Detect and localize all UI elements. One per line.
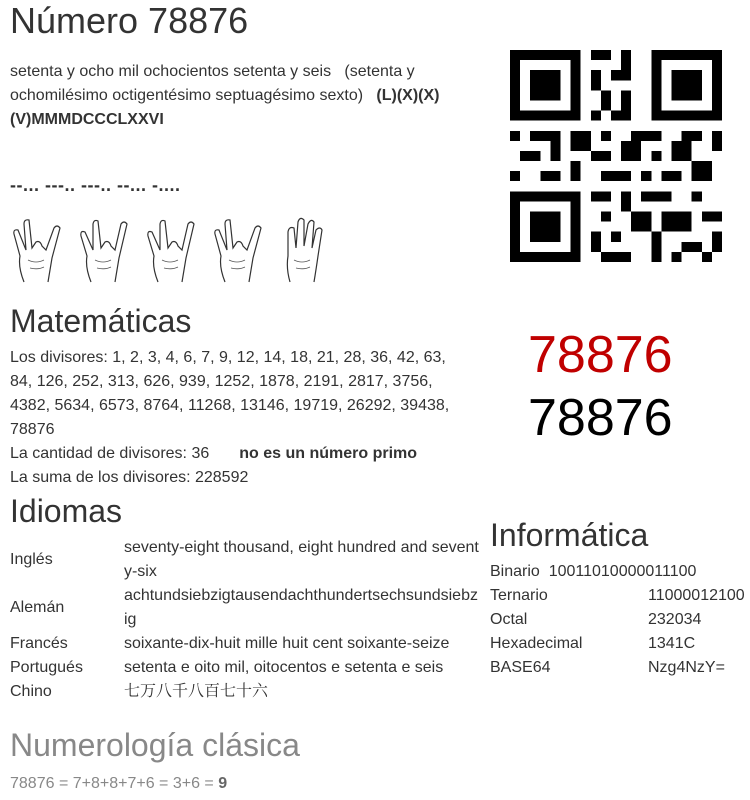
- hand-seven-icon: [211, 212, 263, 290]
- base-name: Hexadecimal: [490, 635, 583, 652]
- number-display-red: 78876: [528, 326, 673, 384]
- divisors-list: Los divisores: 1, 2, 3, 4, 6, 7, 9, 12, 14, 18, 21, 28, 36, 42, 63, 84, 126, 252, 313, 626, 939, 1252, 1878, 2191, 2817, 3756, 4382, 5634, 6573, 8764, 11268, 13146, 19719, 26292, 39438, 78876: [10, 349, 450, 438]
- table-row: [10, 536, 480, 584]
- prime-status: no es un número primo: [239, 445, 418, 462]
- table-row: [10, 584, 480, 632]
- number-words: setenta y ocho mil ochocientos setenta y seis: [10, 63, 332, 80]
- page-title: Número 78876: [10, 0, 249, 41]
- base-value: 232034: [648, 611, 702, 628]
- base-value: 11000012100: [648, 587, 745, 604]
- base-name: Octal: [490, 611, 528, 628]
- table-row: [10, 680, 480, 704]
- number-description: [10, 60, 480, 132]
- informatics-table: [490, 560, 745, 680]
- table-row: [490, 560, 745, 584]
- math-section-title: Matemáticas: [10, 303, 192, 339]
- numerology-expression: 78876 = 7+8+8+7+6 = 3+6 =: [10, 775, 219, 792]
- base-name: Binario: [490, 563, 540, 580]
- informatics-section-title: Informática: [490, 517, 649, 553]
- divisor-sum: La suma de los divisores: 228592: [10, 469, 249, 486]
- language-name: Chino: [10, 683, 52, 700]
- table-row: [10, 632, 480, 656]
- language-value: seventy-eight thousand, eight hundred and seventy-six: [123, 539, 479, 580]
- numerology-formula: [10, 772, 227, 796]
- base-value: 10011010000011100: [548, 563, 697, 580]
- language-name: Francés: [10, 635, 68, 652]
- table-row: [490, 608, 745, 632]
- numerology-section-title: Numerología clásica: [10, 727, 300, 763]
- divisor-count: La cantidad de divisores: 36: [10, 445, 210, 462]
- hand-six-icon: [278, 212, 330, 290]
- base-value: 1341C: [648, 635, 696, 652]
- language-name: Alemán: [10, 599, 65, 616]
- numerology-result: 9: [218, 775, 228, 792]
- roman-numeral: (L)(X)(X)(V)MMMDCCCLXXVI: [10, 87, 440, 128]
- hand-eight-icon: [144, 212, 196, 290]
- number-ordinal: (setenta y ochomilésimo octigentésimo septuagésimo sexto): [10, 63, 415, 104]
- language-name: Portugués: [10, 659, 83, 676]
- table-row: [490, 632, 745, 656]
- language-value: setenta e oito mil, oitocentos e setenta e seis: [123, 659, 444, 676]
- language-value: 七万八千八百七十六: [123, 683, 268, 700]
- divisor-count-row: [10, 442, 417, 466]
- base-value: Nzg4NzY=: [648, 659, 725, 676]
- language-name: Inglés: [10, 551, 53, 568]
- table-row: [10, 656, 480, 680]
- languages-table: [10, 536, 480, 704]
- binary-cell: [490, 560, 745, 584]
- base-name: BASE64: [490, 659, 551, 676]
- morse-code: --... ---.. ---.. --... -....: [10, 175, 181, 195]
- languages-section-title: Idiomas: [10, 493, 123, 529]
- sign-language-hands: [10, 212, 340, 292]
- number-display-black: 78876: [528, 389, 673, 447]
- table-row: [490, 656, 745, 680]
- table-row: [490, 584, 745, 608]
- hand-eight-icon: [77, 212, 129, 290]
- language-value: soixante-dix-huit mille huit cent soixante-seize: [123, 635, 450, 652]
- base-name: Ternario: [490, 587, 548, 604]
- qr-code: [510, 50, 722, 262]
- hand-seven-icon: [10, 212, 62, 290]
- language-value: achtundsiebzigtausendachthundertsechsundsiebzig: [123, 587, 478, 628]
